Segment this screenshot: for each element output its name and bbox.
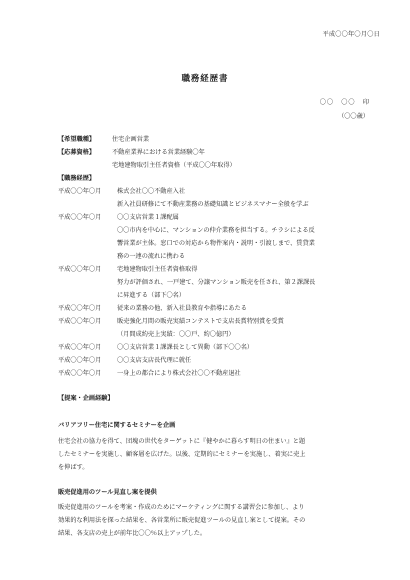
- career-text: 〇〇市内を中心に、マンションの仲介業務を担当する。チラシによる反: [117, 227, 315, 234]
- career-text: 宅地建物取引主任者資格取得: [117, 266, 198, 273]
- career-label: 【職務経歴】: [58, 175, 96, 182]
- applicant-name: 〇〇 〇〇 印: [319, 99, 370, 106]
- career-text: 〇〇支店営業１課配属: [117, 214, 179, 221]
- career-date: 平成〇〇年〇月: [58, 357, 102, 364]
- career-row: [58, 186, 185, 195]
- career-text: 販売強化月間の販売実績コンテストで支店長賞特別賞を受賞: [117, 318, 284, 325]
- career-text: 従来の業務の他、新入社員教育や指導にあたる: [117, 305, 247, 312]
- career-row: [58, 368, 241, 377]
- qualification-line: 宅地建物取引主任者資格（平成〇〇年取得）: [112, 162, 236, 169]
- career-text: 新入社員研修にて不動産業務の基礎知識とビジネスマナー全般を学ぶ: [117, 201, 309, 208]
- project-line: 効果的な利用法を探った結果を、各営業所に販売促進ツールの見直し案として提案。その: [58, 517, 306, 524]
- career-text: 努力が評価され、一戸建て、分譲マンション販売を任され、第２課課長: [117, 279, 316, 286]
- desired-job-value: 住宅企画営業: [112, 136, 150, 143]
- career-text: に昇進する（部下〇名）: [117, 292, 186, 299]
- career-text: 〇〇支店営業１課課長として異動（部下〇〇名）: [117, 344, 254, 351]
- career-text: 株式会社〇〇不動産入社: [117, 188, 186, 195]
- career-date: 平成〇〇年〇月: [58, 344, 102, 351]
- document-date: 平成〇〇年〇月〇日: [322, 31, 380, 38]
- project-heading: 販売促進用のツール見直し案を提供: [58, 489, 157, 496]
- desired-job-label: 【希望職種】: [58, 136, 96, 143]
- career-date: 平成〇〇年〇月: [58, 266, 102, 273]
- applicant-age: （〇〇歳）: [338, 113, 369, 120]
- career-text: （月間成約売上実績：〇〇戸、約〇億円）: [117, 331, 235, 338]
- career-row: [58, 264, 197, 273]
- career-row: [58, 342, 253, 351]
- career-text: 〇〇支店支店長代理に就任: [117, 357, 192, 364]
- career-date: 平成〇〇年〇月: [58, 188, 102, 195]
- career-text: 響営業が主体。窓口での対応から物件案内・説明・引渡しまで、賃貸業: [117, 240, 315, 247]
- projects-label: 【提案・企画経験】: [58, 395, 114, 402]
- project-line: 販売促進用のツールを考案・作成のためにマーケティングに関する講習会に参加し、より: [58, 504, 305, 511]
- project-line: 結果、各支店の売上が前年比〇〇％以上アップした。: [58, 530, 207, 537]
- career-row: [58, 212, 179, 221]
- career-date: 平成〇〇年〇月: [58, 305, 102, 312]
- career-date: 平成〇〇年〇月: [58, 318, 102, 325]
- career-row: [58, 355, 191, 364]
- project-line: を伸ばす。: [58, 464, 89, 471]
- qualification-label: 【応募資格】: [58, 149, 96, 156]
- project-heading: バリアフリー住宅に関するセミナーを企画: [58, 422, 176, 429]
- qualification-line: 不動産業界における営業経験〇年: [112, 149, 205, 156]
- document-title: 職務経歴書: [181, 73, 229, 83]
- career-date: 平成〇〇年〇月: [58, 370, 102, 377]
- career-row: [58, 303, 247, 312]
- career-text: 一身上の都合により株式会社〇〇不動産退社: [117, 370, 241, 377]
- project-line: したセミナーを実施し、顧客層を広げた。以後、定期的にセミナーを実施し、着実に売上: [58, 451, 306, 458]
- career-date: 平成〇〇年〇月: [58, 214, 102, 221]
- career-row: [58, 316, 284, 325]
- career-text: 務の一連の流れに携わる: [117, 253, 186, 260]
- project-line: 住宅会社の協力を得て、団塊の世代をターゲットに『健やかに暮らす明日の住まい』と題: [58, 438, 306, 445]
